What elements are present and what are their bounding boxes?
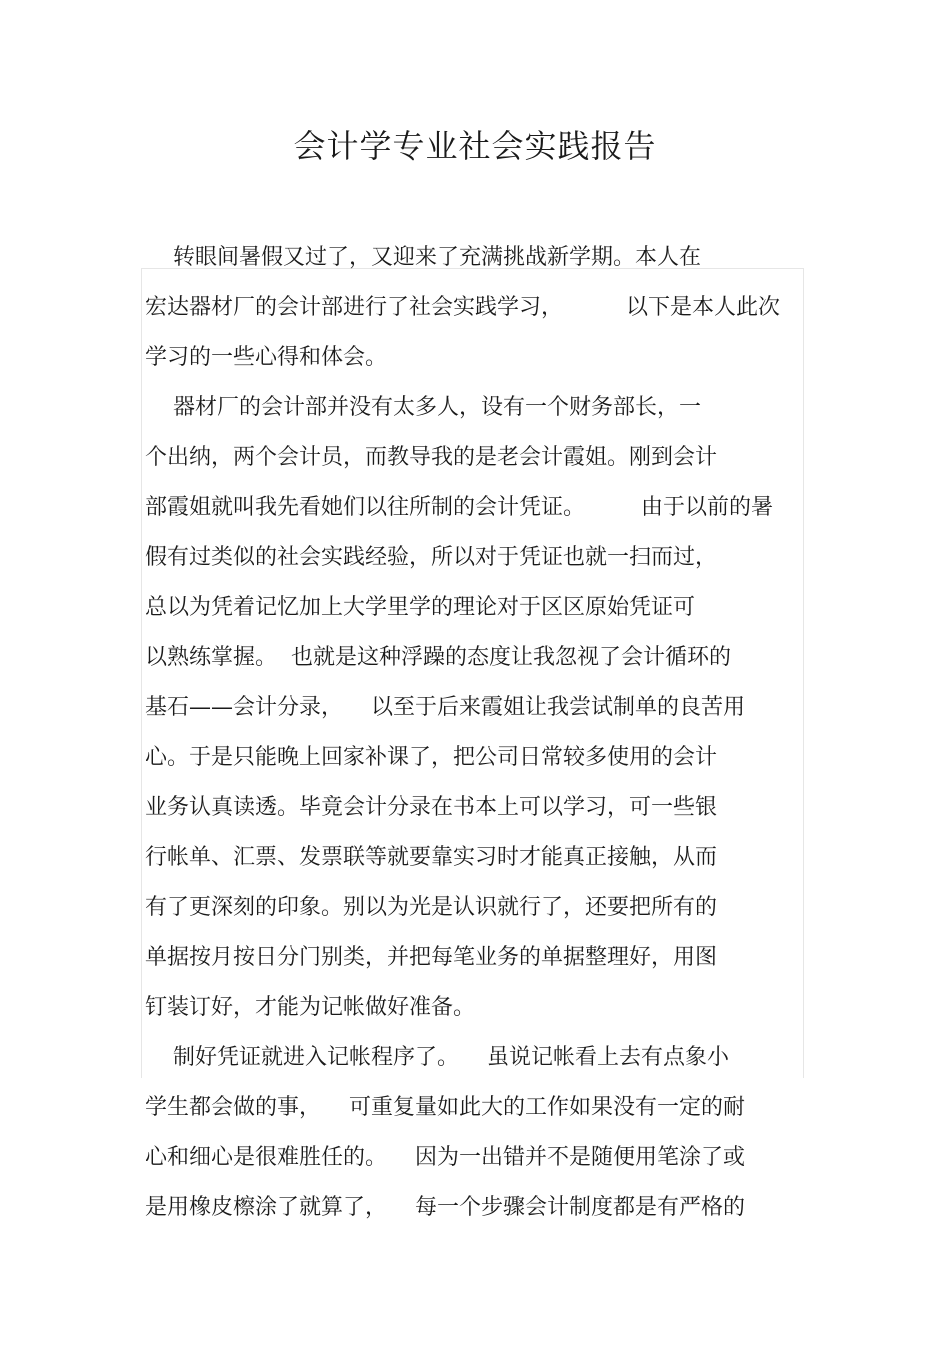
body-line: 宏达器材厂的会计部进行了社会实践学习， 以下是本人此次: [145, 295, 780, 320]
body-line: 制好凭证就进入记帐程序了。 虽说记帐看上去有点象小: [145, 1045, 729, 1070]
body-line: 学生都会做的事， 可重复量如此大的工作如果没有一定的耐: [145, 1095, 745, 1120]
body-line: 转眼间暑假又过了，又迎来了充满挑战新学期。本人在: [145, 245, 701, 270]
body-line: 部霞姐就叫我先看她们以往所制的会计凭证。 由于以前的暑: [145, 495, 773, 520]
body-line: 钉装订好，才能为记帐做好准备。: [145, 995, 476, 1020]
body-line: 心。于是只能晚上回家补课了，把公司日常较多使用的会计: [145, 745, 718, 770]
body-line: 总以为凭着记忆加上大学里学的理论对于区区原始凭证可: [145, 595, 696, 620]
document-title: 会计学专业社会实践报告: [293, 127, 657, 165]
body-line: 心和细心是很难胜任的。 因为一出错并不是随便用笔涂了或: [145, 1145, 745, 1170]
body-line: 业务认真读透。毕竟会计分录在书本上可以学习，可一些银: [145, 795, 718, 820]
body-line: 器材厂的会计部并没有太多人，设有一个财务部长，一: [145, 395, 701, 420]
body-line: 学习的一些心得和体会。: [145, 345, 388, 370]
body-line: 以熟练掌握。 也就是这种浮躁的态度让我忽视了会计循环的: [145, 645, 731, 670]
body-line: 个出纳，两个会计员，而教导我的是老会计霞姐。刚到会计: [145, 445, 718, 470]
body-line: 基石——会计分录， 以至于后来霞姐让我尝试制单的良苦用: [145, 695, 745, 720]
body-line: 是用橡皮檫涂了就算了， 每一个步骤会计制度都是有严格的: [145, 1195, 745, 1220]
body-line: 有了更深刻的印象。别以为光是认识就行了，还要把所有的: [145, 895, 718, 920]
body-line: 行帐单、汇票、发票联等就要靠实习时才能真正接触，从而: [145, 845, 718, 870]
body-line: 单据按月按日分门别类，并把每笔业务的单据整理好，用图: [145, 945, 718, 970]
body-line: 假有过类似的社会实践经验，所以对于凭证也就一扫而过，: [145, 545, 718, 570]
